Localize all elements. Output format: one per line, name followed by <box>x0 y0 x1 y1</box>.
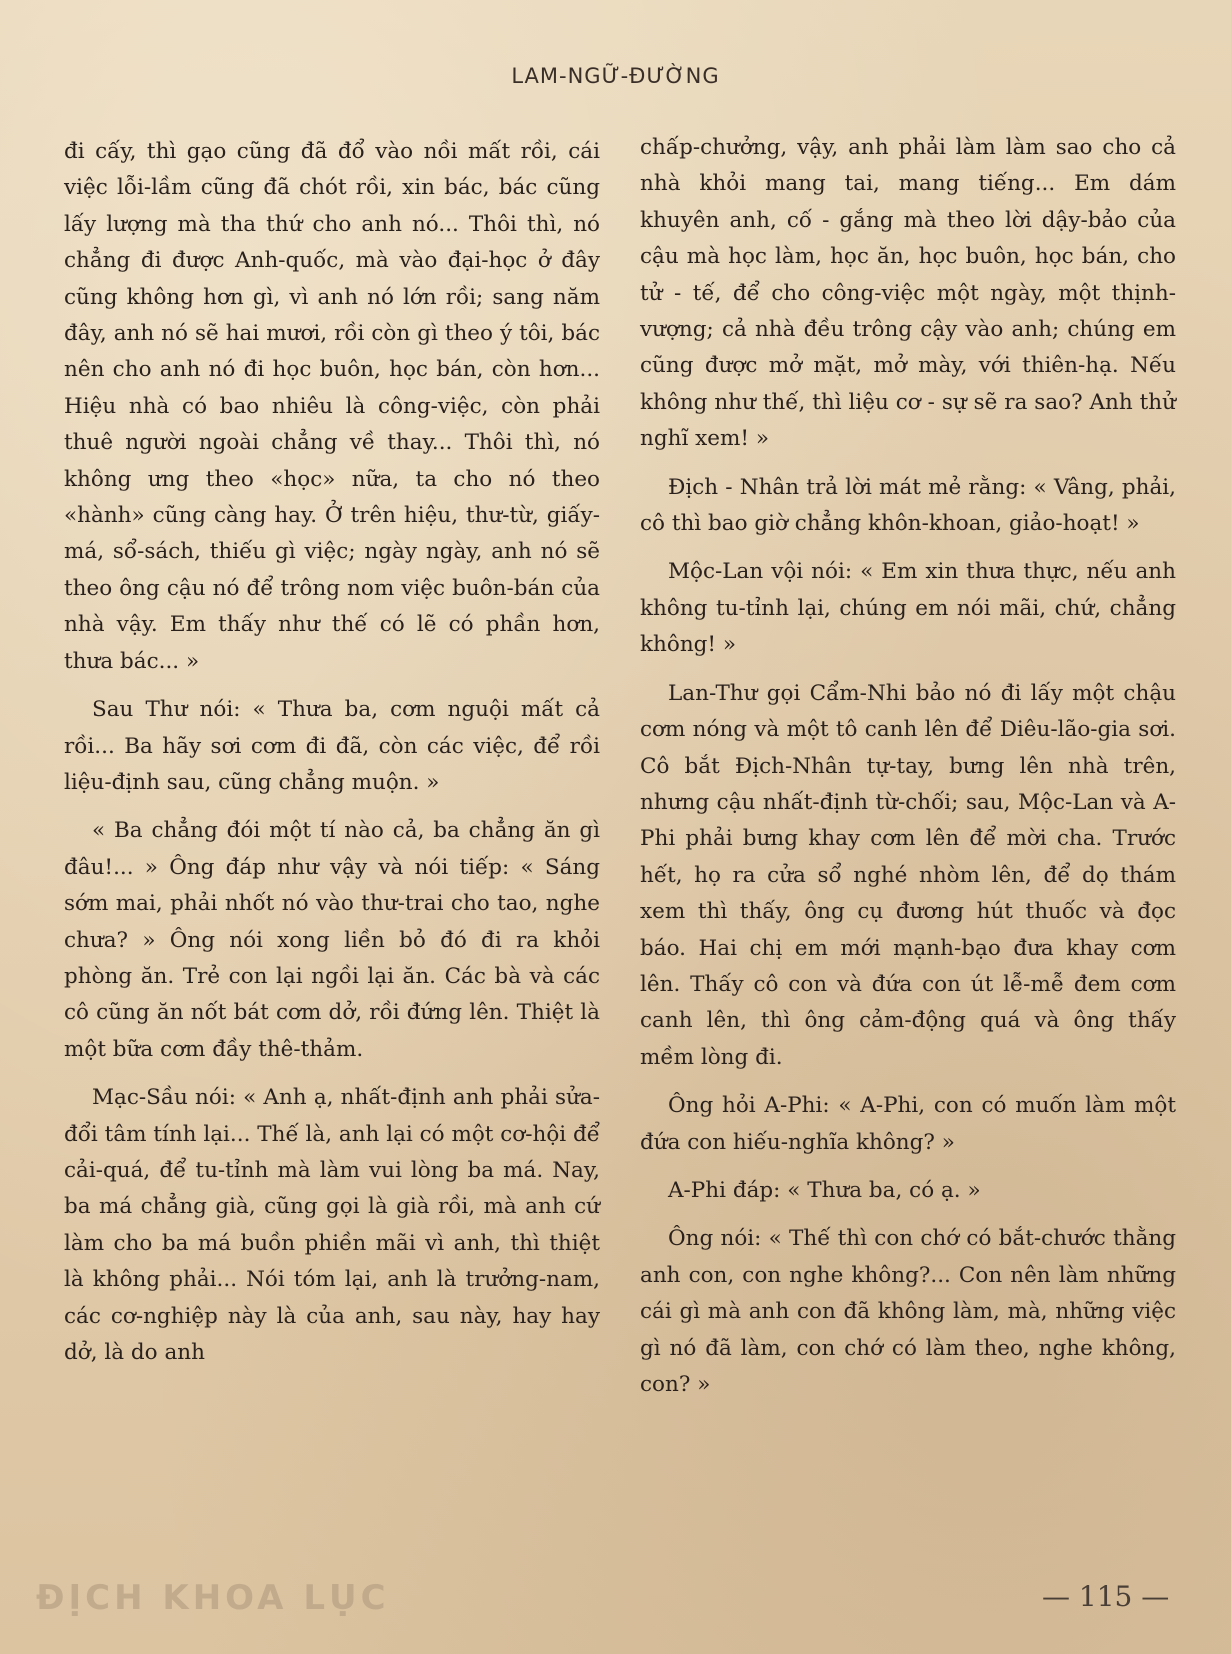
paragraph-left-4: Mạc-Sầu nói: « Anh ạ, nhất-định anh phải sửa-đổi tâm tính lại... Thế là, anh lại có một cơ-hội để cải-quá, để tu-tỉnh mà làm vui lòng ba má. Nay, ba má chẳng già, cũng gọi là già rồi, mà anh cứ làm cho ba má buồn phiền mãi vì anh, thì thiệt là không phải... Nói tóm lại, anh là trưởng-nam, các cơ-nghiệp này là của anh, sau này, hay hay dở, là do anh <box>64 1085 600 1365</box>
running-title: LAM-NGỮ-ĐƯỜNG <box>511 64 720 88</box>
paragraph-left-1: đi cấy, thì gạo cũng đã đổ vào nồi mất rồi, cái việc lỗi-lầm cũng đã chót rồi, xin bác, bác cũng lấy lượng mà tha thứ cho anh nó... Thôi thì, nó chẳng đi được Anh-quốc, mà vào đại-học ở đây cũng không hơn gì, vì anh nó lớn rồi; sang năm đây, anh nó sẽ hai mươi, rồi còn gì theo ý tôi, bác nên cho anh nó đi học buôn, học bán, còn hơn... Hiệu nhà có bao nhiêu là công-việc, còn phải thuê người ngoài chẳng về thay... Thôi thì, nó không ưng theo «học» nữa, ta cho nó theo «hành» cũng càng hay. Ở trên hiệu, thư-từ, giấy-má, sổ-sách, thiếu gì việc; ngày ngày, anh nó sẽ theo ông cậu nó để trông nom việc buôn-bán của nhà vậy. Em thấy như thế có lẽ có phần hơn, thưa bác... » <box>64 139 600 674</box>
paragraph-right-3: Mộc-Lan vội nói: « Em xin thưa thực, nếu anh không tu-tỉnh lại, chúng em nói mãi, chứ, chẳng không! » <box>640 559 1176 658</box>
paragraph-right-4: Lan-Thư gọi Cẩm-Nhi bảo nó đi lấy một chậu cơm nóng và một tô canh lên để Diêu-lão-gia sơi. Cô bắt Địch-Nhân tự-tay, bưng lên nhà trên, nhưng cậu nhất-định từ-chối; sau, Mộc-Lan và A-Phi phải bưng khay cơm lên để mời cha. Trước hết, họ ra cửa sổ nghé nhòm lên, để dọ thám xem thì thấy, ông cụ đương hút thuốc và đọc báo. Hai chị em mới mạnh-bạo đưa khay cơm lên. Thấy cô con và đứa con út lễ-mễ đem cơm canh lên, thì ông cảm-động quá và ông thấy mềm lòng đi. <box>640 680 1176 1070</box>
paragraph-right-7: Ông nói: « Thế thì con chớ có bắt-chước thằng anh con, con nghe không?... Con nên làm những cái gì mà anh con đã không làm, mà, những việc gì nó đã làm, con chớ có làm theo, nghe không, con? » <box>640 1226 1176 1397</box>
page-number: — 115 — <box>1042 1580 1170 1613</box>
paragraph-right-6: A-Phi đáp: « Thưa ba, có ạ. » <box>668 1177 981 1203</box>
paragraph-right-2: Địch - Nhân trả lời mát mẻ rằng: « Vâng, phải, cô thì bao giờ chẳng khôn-khoan, giảo-hoạt! » <box>640 474 1176 537</box>
paragraph-left-3: « Ba chẳng đói một tí nào cả, ba chẳng ăn gì đâu!... » Ông đáp như vậy và nói tiếp: « Sáng sớm mai, phải nhốt nó vào thư-trai cho tao, nghe chưa? » Ông nói xong liền bỏ đó đi ra khỏi phòng ăn. Trẻ con lại ngồi lại ăn. Các bà và các cô cũng ăn nốt bát cơm dở, rồi đứng lên. Thiệt là một bữa cơm đầy thê-thảm. <box>64 818 600 1062</box>
footer-book-title: ĐỊCH KHOA LỤC <box>36 1578 390 1618</box>
paragraph-right-5: Ông hỏi A-Phi: « A-Phi, con có muốn làm một đứa con hiếu-nghĩa không? » <box>640 1093 1176 1155</box>
right-column <box>640 130 1176 1415</box>
paragraph-right-1: chấp-chưởng, vậy, anh phải làm làm sao cho cả nhà khỏi mang tai, mang tiếng... Em dám khuyên anh, cố - gắng mà theo lời dậy-bảo của cậu mà học làm, học ăn, học buôn, học bán, cho tử - tế, để cho công-việc một ngày, một thịnh-vượng; cả nhà đều trông cậy vào anh; chúng em cũng được mở mặt, mở mày, với thiên-hạ. Nếu không như thế, thì liệu cơ - sự sẽ ra sao? Anh thử nghĩ xem! » <box>640 135 1176 452</box>
left-column <box>64 134 600 1383</box>
paragraph-left-2: Sau Thư nói: « Thưa ba, cơm nguội mất cả rồi... Ba hãy sơi cơm đi đã, còn các việc, để rồi liệu-định sau, cũng chẳng muộn. » <box>64 697 600 795</box>
